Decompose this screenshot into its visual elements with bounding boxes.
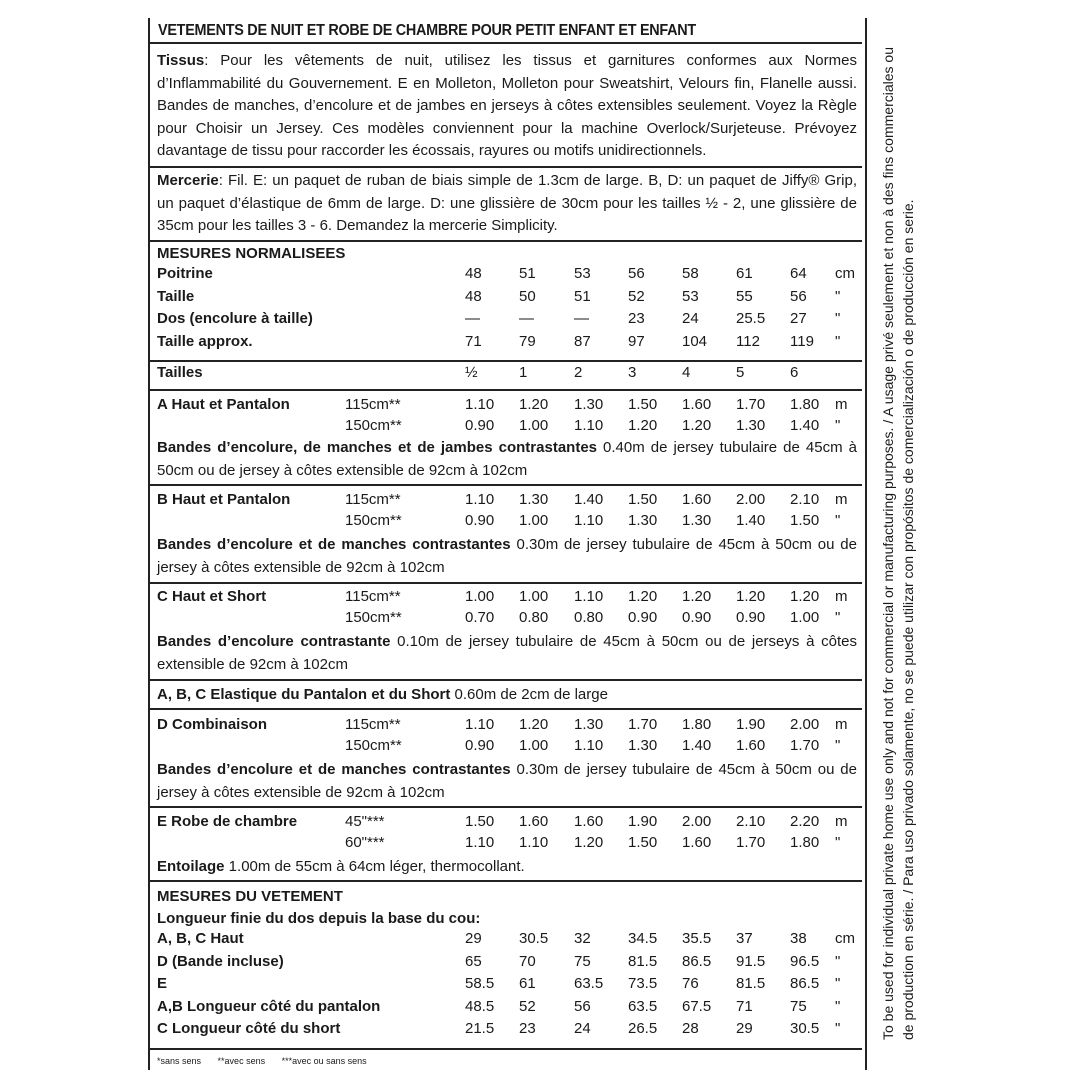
cell-value: 1.70 <box>736 834 766 851</box>
cell-value: 1.20 <box>628 588 658 605</box>
cell-value: 2.00 <box>790 716 820 733</box>
footnotes <box>157 1056 381 1066</box>
row-label: Taille approx. <box>157 332 253 350</box>
unit-label: m <box>835 813 848 830</box>
cell-value: 2.10 <box>790 491 820 508</box>
mercerie-label: Mercerie <box>157 172 219 189</box>
divider <box>150 166 862 168</box>
tissus-label: Tissus <box>157 52 205 69</box>
cell-value: 1.30 <box>682 512 712 529</box>
cell-value: 1.10 <box>519 834 549 851</box>
cell-value: — <box>519 310 534 327</box>
table-row <box>157 930 862 952</box>
row-label: Taille <box>157 287 195 305</box>
cell-value: 1.00 <box>519 512 549 529</box>
table-row <box>157 310 862 332</box>
table-row <box>157 953 862 975</box>
right-border <box>865 18 867 1070</box>
cell-value: 1.10 <box>574 737 604 754</box>
table-row <box>157 716 862 738</box>
cell-value: 1.50 <box>790 512 820 529</box>
cell-value: 1.10 <box>574 512 604 529</box>
unit-label: m <box>835 491 848 508</box>
cell-value: 71 <box>465 332 482 350</box>
cell-value: 1.10 <box>465 491 495 508</box>
contrast-text: 0.10m de jersey tubulaire de 45cm à 50cm ou de jerseys à côtes extensible de 92cm à 102cm <box>157 633 857 673</box>
cell-value: 1.90 <box>628 813 658 830</box>
cell-value: 119 <box>790 332 814 350</box>
cell-value: 1 <box>519 364 528 381</box>
mesures-normalisees-heading: MESURES NORMALISEES <box>157 245 346 262</box>
cell-value: 1.30 <box>628 512 658 529</box>
table-row <box>157 396 862 418</box>
cell-value: 52 <box>519 997 536 1015</box>
cell-value: 0.70 <box>465 609 495 626</box>
elastic-label: A, B, C Elastique du Pantalon et du Short <box>157 686 451 703</box>
cell-value: 48.5 <box>465 997 495 1015</box>
cell-value: 0.90 <box>682 609 712 626</box>
unit-label: " <box>835 975 841 992</box>
contrast-text: 0.30m de jersey tubulaire de 45cm à 50cm ou de jersey à côtes extensible de 92cm à 102cm <box>157 536 857 576</box>
cell-value: ½ <box>465 364 478 381</box>
contrast-text: 0.30m de jersey tubulaire de 45cm à 50cm ou de jersey à côtes extensible de 92cm à 102cm <box>157 761 857 801</box>
cell-value: 1.80 <box>790 396 820 413</box>
cell-value: 1.00 <box>519 737 549 754</box>
view-c-contrast <box>157 631 857 676</box>
cell-value: 81.5 <box>736 975 766 992</box>
page-title: VETEMENTS DE NUIT ET ROBE DE CHAMBRE POUR PETIT ENFANT ET ENFANT <box>158 22 696 39</box>
cell-value: 29 <box>465 930 482 947</box>
cell-value: 1.60 <box>682 491 712 508</box>
cell-value: 32 <box>574 930 591 947</box>
cell-value: 4 <box>682 364 691 381</box>
footnote: ***avec ou sans sens <box>281 1056 367 1066</box>
cell-value: 0.90 <box>628 609 658 626</box>
unit-label: " <box>835 310 841 327</box>
unit-label: cm <box>835 265 855 282</box>
unit-label: m <box>835 396 848 413</box>
cell-value: 1.80 <box>790 834 820 851</box>
cell-value: 97 <box>628 332 645 350</box>
cell-value: 1.50 <box>465 813 495 830</box>
cell-value: 61 <box>736 265 753 282</box>
cell-value: 86.5 <box>790 975 820 992</box>
cell-value: 1.10 <box>465 396 495 413</box>
cell-value: 91.5 <box>736 952 766 970</box>
table-row <box>157 834 862 856</box>
table-row <box>157 333 862 355</box>
cell-value: 1.60 <box>736 737 766 754</box>
unit-label: " <box>835 512 841 529</box>
cell-value: 0.90 <box>465 512 495 529</box>
cell-value: 1.30 <box>736 417 766 434</box>
fabric-width: 150cm** <box>345 512 402 529</box>
cell-value: 23 <box>628 310 645 327</box>
cell-value: 2.00 <box>682 813 712 830</box>
table-row <box>157 609 862 631</box>
cell-value: 87 <box>574 332 591 350</box>
cell-value: 1.10 <box>574 417 604 434</box>
contrast-label: Bandes d’encolure, de manches et de jambes contrastantes <box>157 439 597 456</box>
mercerie-section <box>157 170 857 238</box>
cell-value: 1.30 <box>519 491 549 508</box>
cell-value: 1.70 <box>790 737 820 754</box>
unit-label: " <box>835 609 841 626</box>
cell-value: 58.5 <box>465 975 495 992</box>
cell-value: 1.60 <box>574 813 604 830</box>
cell-value: 52 <box>628 287 645 305</box>
cell-value: 51 <box>574 287 591 305</box>
row-label: A,B Longueur côté du pantalon <box>157 997 381 1015</box>
fabric-width: 115cm** <box>345 588 401 605</box>
contrast-label: Bandes d’encolure et de manches contrastantes <box>157 761 511 778</box>
cell-value: 48 <box>465 287 482 305</box>
cell-value: 1.00 <box>465 588 495 605</box>
fabric-width: 45"*** <box>345 813 385 830</box>
footnote: *sans sens <box>157 1056 202 1066</box>
cell-value: 1.00 <box>519 417 549 434</box>
cell-value: 1.20 <box>682 417 712 434</box>
cell-value: 5 <box>736 364 745 381</box>
table-row <box>157 1020 862 1042</box>
cell-value: 63.5 <box>574 975 604 992</box>
fabric-width: 150cm** <box>345 609 402 626</box>
divider <box>150 880 862 882</box>
row-label: A Haut et Pantalon <box>157 396 290 413</box>
fabric-width: 115cm** <box>345 396 401 413</box>
unit-label: " <box>835 997 841 1015</box>
cell-value: 1.00 <box>519 588 549 605</box>
cell-value: 28 <box>682 1020 699 1037</box>
cell-value: 53 <box>682 287 699 305</box>
cell-value: 63.5 <box>628 997 658 1015</box>
row-label: E <box>157 975 168 992</box>
cell-value: 50 <box>519 287 536 305</box>
fabric-width: 150cm** <box>345 737 402 754</box>
table-row <box>157 288 862 310</box>
cell-value: 2.20 <box>790 813 820 830</box>
table-row <box>157 975 862 997</box>
cell-value: 73.5 <box>628 975 658 992</box>
cell-value: 21.5 <box>465 1020 495 1037</box>
cell-value: 1.70 <box>628 716 658 733</box>
cell-value: 1.50 <box>628 834 658 851</box>
unit-label: " <box>835 1020 841 1037</box>
cell-value: 1.20 <box>628 417 658 434</box>
cell-value: 71 <box>736 997 753 1015</box>
cell-value: 1.70 <box>736 396 766 413</box>
cell-value: 1.20 <box>519 396 549 413</box>
fabric-width: 60"*** <box>345 834 385 851</box>
row-label: A, B, C Haut <box>157 930 244 947</box>
interfacing-text: 1.00m de 55cm à 64cm léger, thermocollant. <box>224 858 525 875</box>
cell-value: 96.5 <box>790 952 820 970</box>
cell-value: 1.10 <box>465 834 495 851</box>
unit-label: cm <box>835 930 855 947</box>
unit-label: " <box>835 287 841 305</box>
footnote: **avec sens <box>217 1056 266 1066</box>
row-label: B Haut et Pantalon <box>157 491 291 508</box>
divider <box>150 708 862 710</box>
cell-value: 48 <box>465 265 482 282</box>
cell-value: 67.5 <box>682 997 712 1015</box>
cell-value: 26.5 <box>628 1020 658 1037</box>
row-label: C Longueur côté du short <box>157 1020 341 1037</box>
cell-value: — <box>574 310 589 327</box>
cell-value: 1.10 <box>465 716 495 733</box>
interfacing-line <box>157 855 525 879</box>
tissus-section <box>157 50 857 163</box>
unit-label: " <box>835 737 841 754</box>
cell-value: 1.30 <box>574 716 604 733</box>
unit-label: " <box>835 417 841 434</box>
cell-value: 56 <box>574 997 591 1015</box>
cell-value: 1.60 <box>682 834 712 851</box>
contrast-text: 0.40m de jersey tubulaire de 45cm à 50cm ou de jersey à côtes extensible de 92cm à 102cm <box>157 439 857 479</box>
cell-value: 2 <box>574 364 583 381</box>
unit-label: " <box>835 834 841 851</box>
cell-value: 30.5 <box>790 1020 820 1037</box>
divider <box>150 582 862 584</box>
elastic-line <box>157 683 608 707</box>
cell-value: 1.90 <box>736 716 766 733</box>
cell-value: 70 <box>519 952 536 970</box>
interfacing-label: Entoilage <box>157 858 225 875</box>
table-row <box>157 737 862 759</box>
cell-value: 25.5 <box>736 310 766 327</box>
cell-value: 1.30 <box>574 396 604 413</box>
row-label: Tailles <box>157 364 203 381</box>
table-row <box>157 998 862 1020</box>
cell-value: 24 <box>682 310 699 327</box>
cell-value: 75 <box>574 952 591 970</box>
cell-value: 81.5 <box>628 952 658 970</box>
fabric-width: 150cm** <box>345 417 402 434</box>
cell-value: 27 <box>790 310 807 327</box>
cell-value: 37 <box>736 930 753 947</box>
fabric-width: 115cm** <box>345 491 401 508</box>
cell-value: 79 <box>519 332 536 350</box>
cell-value: 0.80 <box>519 609 549 626</box>
tissus-text: : Pour les vêtements de nuit, utilisez les tissus et garnitures conformes aux Normes d’Inflammabilité du Gouvernement. E en Molleton, Molleton pour Sweatshirt, Velours fin, Flanelle aussi. Bandes de manches, d’encolure et de jambes en jerseys à côtes extensibles seulement. Voyez la Règle pour Choisir un Jersey. Ces modèles conviennent pour la machine Overlock/Surjeteuse. Prévoyez davantage de tissu pour raccorder les écossais, rayures ou motifs unidirectionnels. <box>157 52 857 160</box>
divider <box>150 360 862 362</box>
usage-disclaimer: To be used for individual private home use only and not for commercial or manufacturing purposes. / A usage privé seulement et non à des fins commerciales ou de production en série. / Para uso privado solamente, no se puede utilizar con propósitos de comercialización o de producción en serie. <box>880 47 916 1040</box>
divider <box>150 42 862 44</box>
unit-label: " <box>835 332 841 350</box>
cell-value: 6 <box>790 364 799 381</box>
view-d-contrast <box>157 759 857 804</box>
cell-value: 1.60 <box>682 396 712 413</box>
cell-value: 75 <box>790 997 807 1015</box>
cell-value: 56 <box>790 287 807 305</box>
table-row <box>157 512 862 534</box>
cell-value: 1.40 <box>682 737 712 754</box>
cell-value: 1.20 <box>682 588 712 605</box>
cell-value: 0.90 <box>736 609 766 626</box>
cell-value: 76 <box>682 975 699 992</box>
cell-value: 0.90 <box>465 417 495 434</box>
cell-value: 1.60 <box>519 813 549 830</box>
cell-value: 86.5 <box>682 952 712 970</box>
cell-value: 1.40 <box>790 417 820 434</box>
row-label: D (Bande incluse) <box>157 952 284 970</box>
table-row <box>157 265 862 287</box>
cell-value: 1.20 <box>790 588 820 605</box>
cell-value: 112 <box>736 332 760 350</box>
table-row <box>157 417 862 439</box>
cell-value: 34.5 <box>628 930 658 947</box>
cell-value: 65 <box>465 952 482 970</box>
cell-value: 55 <box>736 287 753 305</box>
cell-value: 1.30 <box>628 737 658 754</box>
cell-value: 24 <box>574 1020 591 1037</box>
row-label: Poitrine <box>157 265 213 282</box>
contrast-label: Bandes d’encolure contrastante <box>157 633 391 650</box>
cell-value: 1.20 <box>519 716 549 733</box>
cell-value: 1.40 <box>574 491 604 508</box>
cell-value: 1.20 <box>736 588 766 605</box>
divider <box>150 679 862 681</box>
unit-label: m <box>835 588 848 605</box>
cell-value: 1.80 <box>682 716 712 733</box>
cell-value: 1.50 <box>628 396 658 413</box>
cell-value: 1.20 <box>574 834 604 851</box>
cell-value: 1.00 <box>790 609 820 626</box>
fabric-width: 115cm** <box>345 716 401 733</box>
mesures-vetement-subheading: Longueur finie du dos depuis la base du cou: <box>157 910 481 927</box>
mercerie-text: : Fil. E: un paquet de ruban de biais simple de 1.3cm de large. B, D: un paquet de Jiffy® Grip, un paquet d’élastique de 6mm de large. D: une glissière de 30cm pour les tailles ½ - 2, une glissière de 35cm pour les tailles 3 - 6. Demandez la mercerie Simplicity. <box>157 172 857 235</box>
divider <box>150 389 862 391</box>
cell-value: 61 <box>519 975 536 992</box>
cell-value: 35.5 <box>682 930 712 947</box>
cell-value: 2.00 <box>736 491 766 508</box>
cell-value: 53 <box>574 265 591 282</box>
cell-value: 1.10 <box>574 588 604 605</box>
view-a-contrast <box>157 437 857 482</box>
row-label: E Robe de chambre <box>157 813 298 830</box>
row-label: Dos (encolure à taille) <box>157 310 313 327</box>
left-border <box>148 18 150 1070</box>
cell-value: 1.50 <box>628 491 658 508</box>
cell-value: — <box>465 310 480 327</box>
divider <box>150 484 862 486</box>
cell-value: 3 <box>628 364 637 381</box>
mesures-vetement-heading: MESURES DU VETEMENT <box>157 888 343 905</box>
unit-label: " <box>835 952 841 970</box>
cell-value: 51 <box>519 265 536 282</box>
cell-value: 104 <box>682 332 708 350</box>
cell-value: 56 <box>628 265 645 282</box>
divider <box>150 1048 862 1050</box>
table-row <box>157 813 862 835</box>
table-row <box>157 491 862 513</box>
row-label: D Combinaison <box>157 716 268 733</box>
cell-value: 2.10 <box>736 813 766 830</box>
elastic-text: 0.60m de 2cm de large <box>450 686 608 703</box>
cell-value: 64 <box>790 265 807 282</box>
view-b-contrast <box>157 534 857 579</box>
cell-value: 0.90 <box>465 737 495 754</box>
cell-value: 0.80 <box>574 609 604 626</box>
cell-value: 58 <box>682 265 699 282</box>
divider <box>150 806 862 808</box>
cell-value: 38 <box>790 930 807 947</box>
cell-value: 1.40 <box>736 512 766 529</box>
table-row <box>157 588 862 610</box>
cell-value: 29 <box>736 1020 753 1037</box>
unit-label: m <box>835 716 848 733</box>
contrast-label: Bandes d’encolure et de manches contrastantes <box>157 536 511 553</box>
cell-value: 30.5 <box>519 930 549 947</box>
cell-value: 23 <box>519 1020 536 1037</box>
table-row <box>157 364 862 386</box>
row-label: C Haut et Short <box>157 588 267 605</box>
